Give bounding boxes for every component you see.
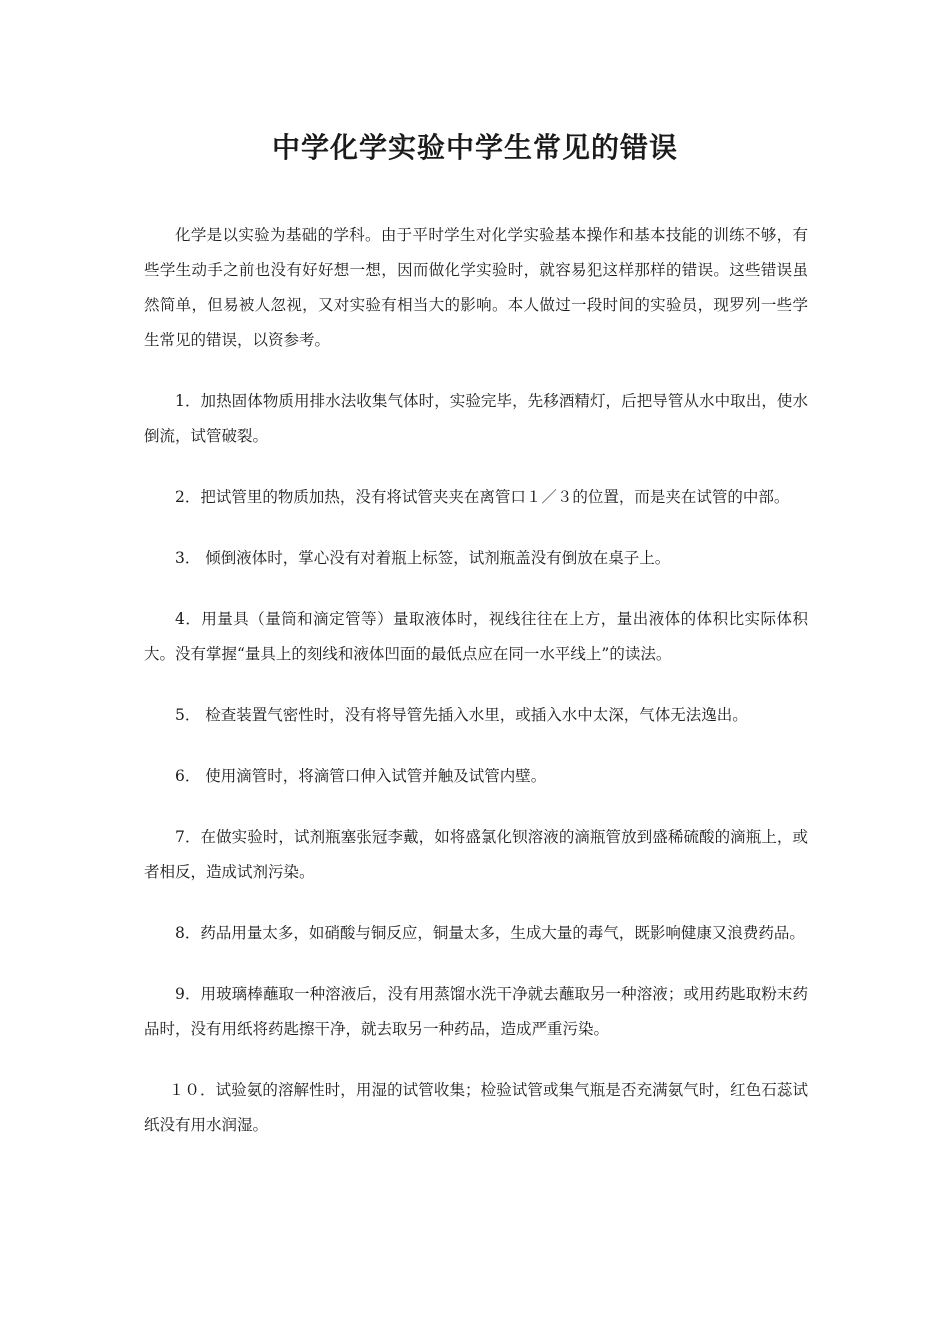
error-item-10: １０．试验氨的溶解性时，用湿的试管收集；检验试管或集气瓶是否充满氨气时，红色石蕊试纸没有用水润湿。 <box>144 1081 808 1134</box>
document-title: 中学化学实验中学生常见的错误 <box>271 131 678 164</box>
document-body <box>144 218 808 1169</box>
error-item-8: 8．药品用量太多，如硝酸与铜反应，铜量太多，生成大量的毒气，既影响健康又浪费药品。 <box>175 924 805 942</box>
error-item-9: 9．用玻璃棒蘸取一种溶液后，没有用蒸馏水洗干净就去蘸取另一种溶液；或用药匙取粉末药品时，没有用纸将药匙擦干净，就去取另一种药品，造成严重污染。 <box>144 985 808 1038</box>
error-item-3: 3． 倾倒液体时，掌心没有对着瓶上标签，试剂瓶盖没有倒放在桌子上。 <box>175 549 671 567</box>
error-item-6: 6． 使用滴管时，将滴管口伸入试管并触及试管内壁。 <box>175 767 547 785</box>
error-item-1: 1．加热固体物质用排水法收集气体时，实验完毕，先移酒精灯，后把导管从水中取出，使水倒流，试管破裂。 <box>144 392 808 445</box>
error-item-5: 5． 检查装置气密性时，没有将导管先插入水里，或插入水中太深，气体无法逸出。 <box>175 706 748 724</box>
intro-paragraph: 化学是以实验为基础的学科。由于平时学生对化学实验基本操作和基本技能的训练不够，有些学生动手之前也没有好好想一想，因而做化学实验时，就容易犯这样那样的错误。这些错误虽然简单，但易被人忽视，又对实验有相当大的影响。本人做过一段时间的实验员，现罗列一些学生常见的错误，以资参考。 <box>144 226 808 349</box>
error-item-4: 4．用量具（量筒和滴定管等）量取液体时，视线往往在上方，量出液体的体积比实际体积大。没有掌握“量具上的刻线和液体凹面的最低点应在同一水平线上”的读法。 <box>144 610 808 663</box>
error-item-7: 7．在做实验时，试剂瓶塞张冠李戴，如将盛氯化钡溶液的滴瓶管放到盛稀硫酸的滴瓶上，或者相反，造成试剂污染。 <box>144 828 808 881</box>
error-item-2: 2．把试管里的物质加热，没有将试管夹夹在离管口１／３的位置，而是夹在试管的中部。 <box>175 488 790 506</box>
